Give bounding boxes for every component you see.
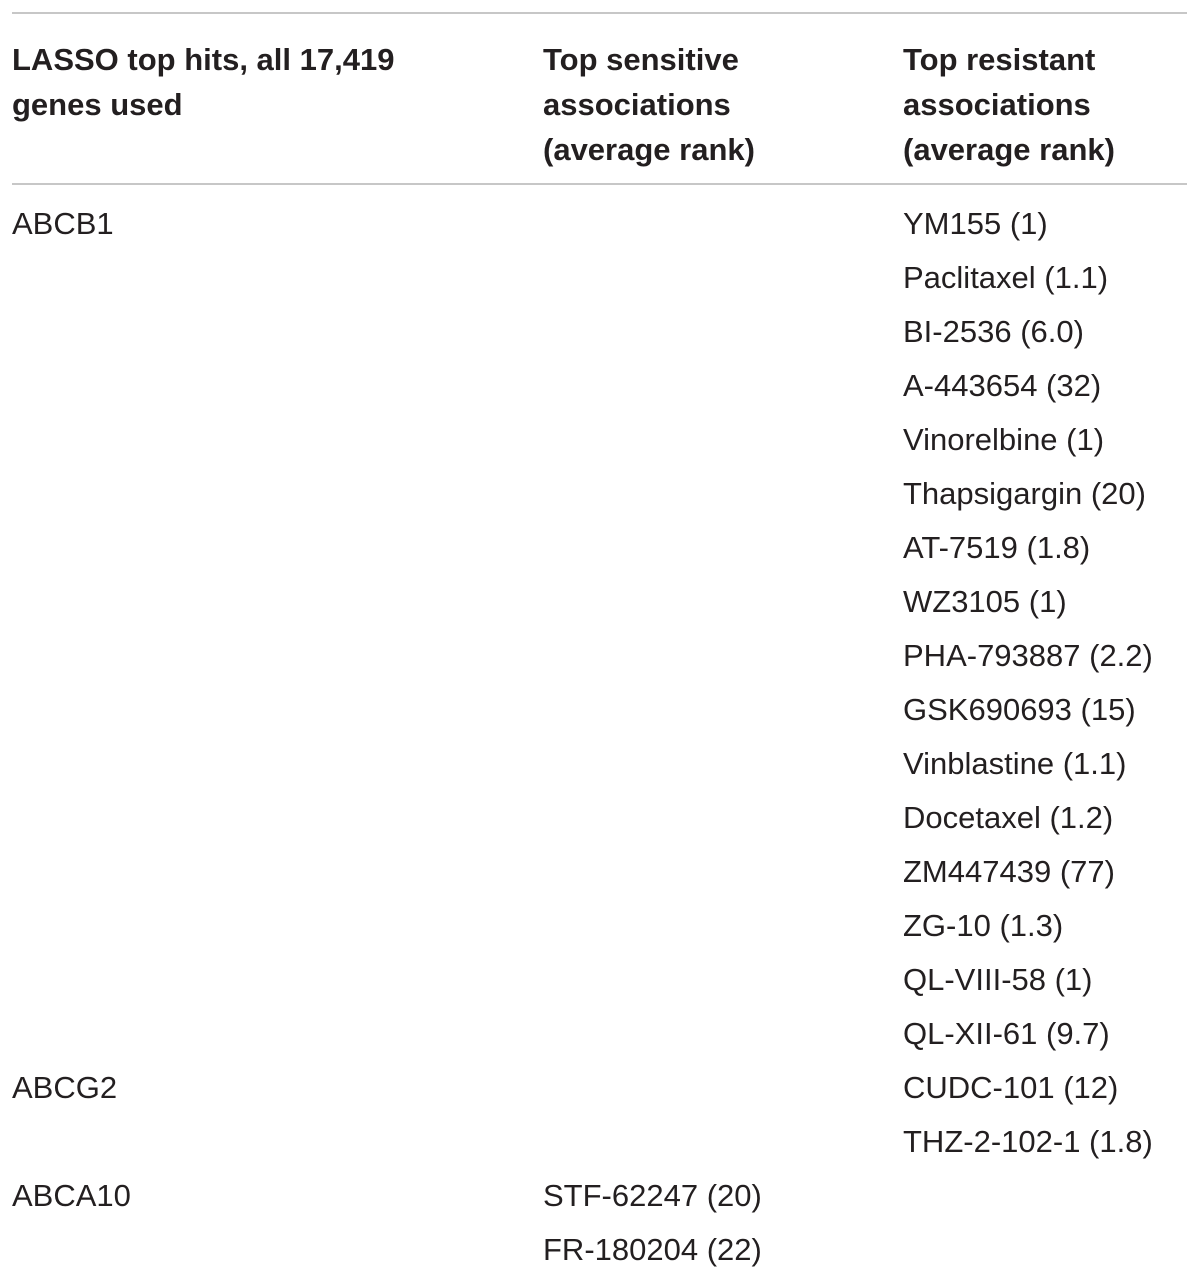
resistant-associations — [903, 197, 1153, 1061]
association-item: QL-XII-61 (9.7) — [903, 1016, 1110, 1051]
gene-cell: ABCG2 — [12, 1070, 118, 1105]
gene-cell: ABCA10 — [12, 1178, 131, 1213]
header-resistant-line-2: associations — [903, 87, 1091, 122]
association-item: Docetaxel (1.2) — [903, 800, 1114, 835]
association-item: Thapsigargin (20) — [903, 476, 1146, 511]
table-row — [12, 1169, 1187, 1277]
association-item: YM155 (1) — [903, 206, 1048, 241]
header-sensitive-line-3: (average rank) — [543, 132, 755, 167]
sensitive-associations — [543, 1169, 762, 1277]
table-row — [12, 1061, 1187, 1169]
header-genes — [12, 37, 394, 127]
header-sensitive-line-1: Top sensitive — [543, 42, 739, 77]
association-item: AT-7519 (1.8) — [903, 530, 1091, 565]
header-genes-line-2: genes used — [12, 87, 183, 122]
association-item: FR-180204 (22) — [543, 1232, 762, 1267]
header-resistant-line-1: Top resistant — [903, 42, 1096, 77]
header-genes-line-1: LASSO top hits, all 17,419 — [12, 42, 395, 77]
association-item: WZ3105 (1) — [903, 584, 1067, 619]
association-item: Paclitaxel (1.1) — [903, 260, 1109, 295]
table-header-row — [12, 14, 1187, 183]
header-sensitive-line-2: associations — [543, 87, 731, 122]
association-item: ZM447439 (77) — [903, 854, 1115, 889]
header-resistant — [903, 37, 1115, 172]
table-body — [12, 185, 1187, 1265]
association-item: QL-VIII-58 (1) — [903, 962, 1093, 997]
association-item: Vinblastine (1.1) — [903, 746, 1127, 781]
association-item: GSK690693 (15) — [903, 692, 1136, 727]
association-item: Vinorelbine (1) — [903, 422, 1105, 457]
association-item: ZG-10 (1.3) — [903, 908, 1064, 943]
association-item: BI-2536 (6.0) — [903, 314, 1084, 349]
gene-cell: ABCB1 — [12, 206, 114, 241]
table-row — [12, 197, 1187, 1061]
header-sensitive — [543, 37, 755, 172]
resistant-associations — [903, 1061, 1153, 1169]
association-item: CUDC-101 (12) — [903, 1070, 1119, 1105]
results-table — [12, 12, 1187, 1265]
association-item: A-443654 (32) — [903, 368, 1102, 403]
association-item: THZ-2-102-1 (1.8) — [903, 1124, 1153, 1159]
association-item: STF-62247 (20) — [543, 1178, 762, 1213]
association-item: PHA-793887 (2.2) — [903, 638, 1153, 673]
header-resistant-line-3: (average rank) — [903, 132, 1115, 167]
